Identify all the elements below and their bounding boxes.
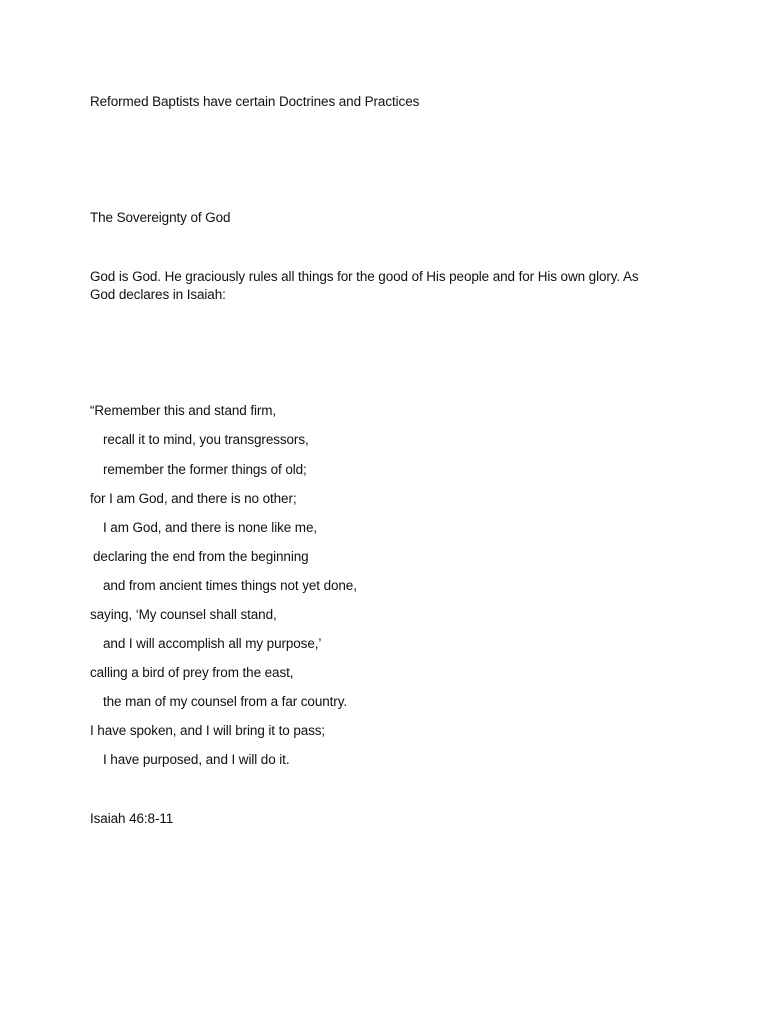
intro-paragraph: God is God. He graciously rules all things for the good of His people and for His own glory. As God declares in Isaiah: <box>90 269 639 302</box>
quote-line: “Remember this and stand firm, <box>90 403 277 418</box>
quote-line: recall it to mind, you transgressors, <box>103 432 309 447</box>
quote-line: remember the former things of old; <box>103 462 307 477</box>
quote-line: and from ancient times things not yet done, <box>103 578 357 593</box>
document-heading: Reformed Baptists have certain Doctrines and Practices <box>90 94 420 109</box>
scripture-citation: Isaiah 46:8-11 <box>90 811 174 826</box>
section-title: The Sovereignty of God <box>90 210 231 225</box>
quote-line: for I am God, and there is no other; <box>90 491 297 506</box>
quote-line: I have spoken, and I will bring it to pass; <box>90 723 326 738</box>
quote-line: I am God, and there is none like me, <box>103 520 318 535</box>
quote-line: and I will accomplish all my purpose,’ <box>103 636 322 651</box>
quote-line: saying, ‘My counsel shall stand, <box>90 607 277 622</box>
quote-line: the man of my counsel from a far country. <box>103 694 348 709</box>
quote-line: calling a bird of prey from the east, <box>90 665 294 680</box>
quote-line: declaring the end from the beginning <box>93 549 309 564</box>
quote-line: I have purposed, and I will do it. <box>103 752 290 767</box>
